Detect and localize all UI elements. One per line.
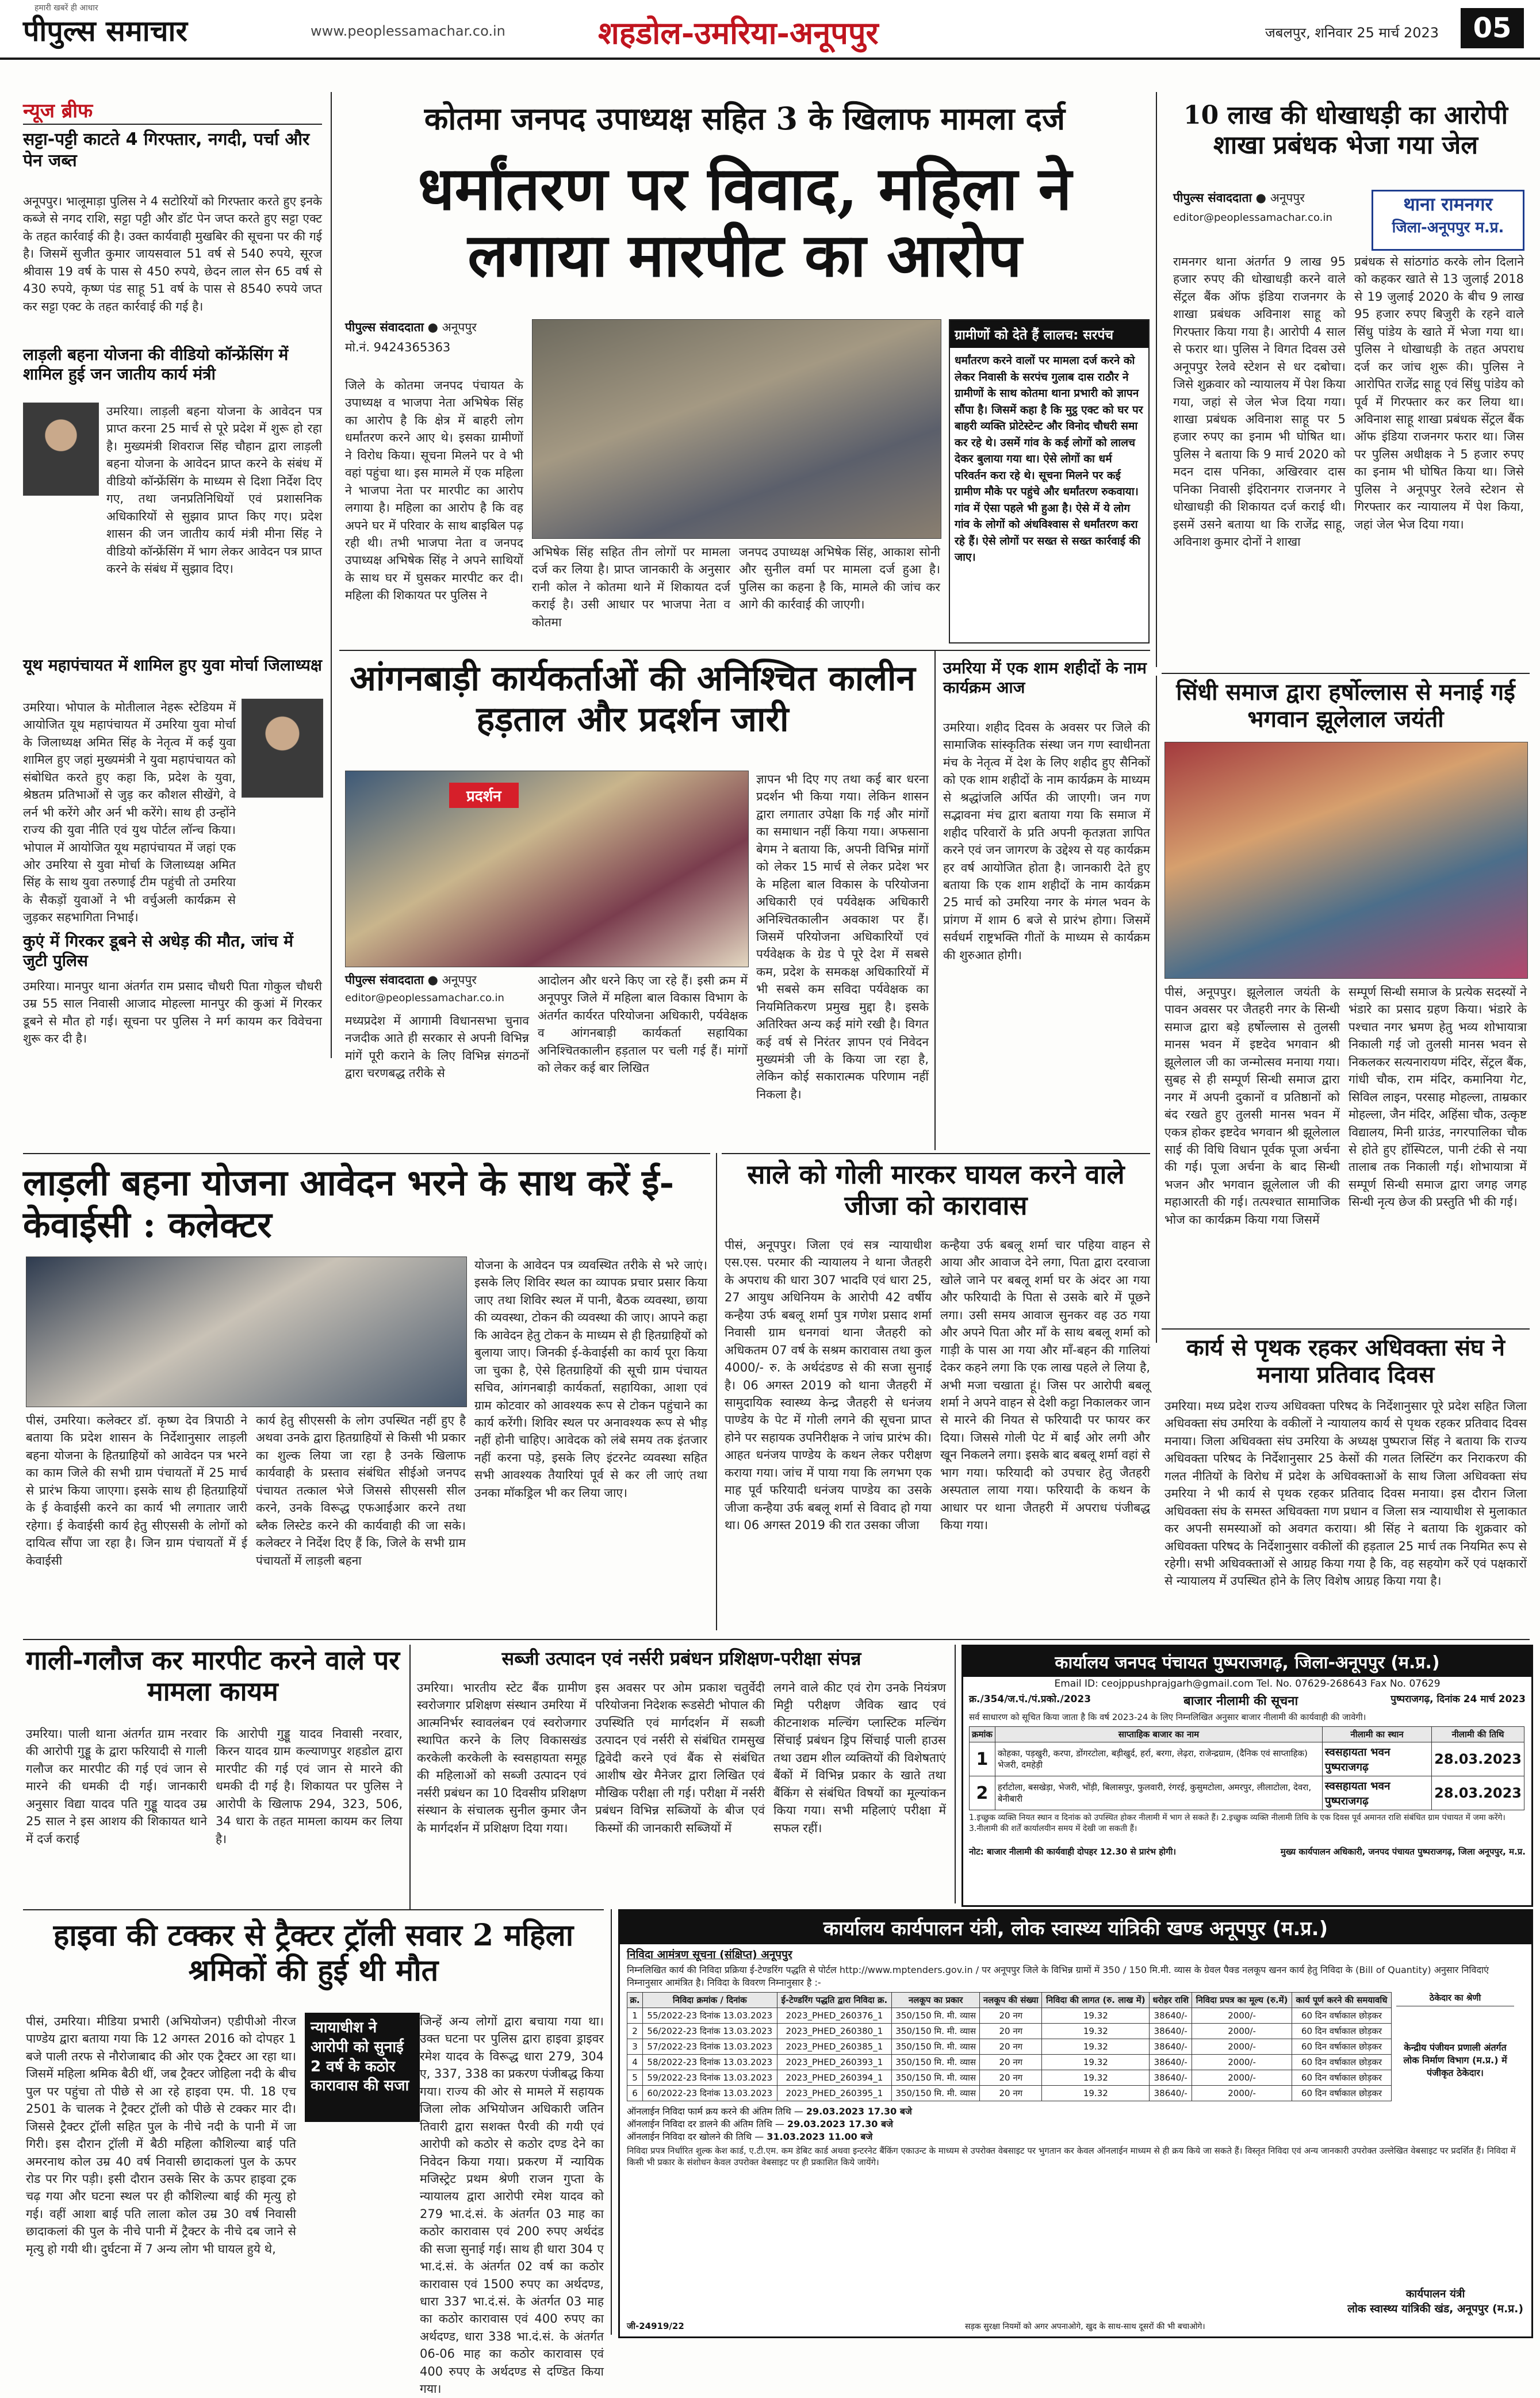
row-no: 2 [970, 1776, 995, 1810]
sindhi-body-col1: पीसं, अनूपपुर। झूलेलाल जयंती के पावन अवसर पर जैतहरी नगर के सिन्धी समाज द्वारा बड़े हर्षोल्लास से तुलसी मानस भवन में इष्टदेव भगवान श्री झूलेलाल जी का जन्मोत्सव मनाया गया। सुबह से ही सम्पूर्ण सिन्धी समाज द्वारा नगर में अपनी दुकानों व प्रतिष्ठानों को बंद रखते हुए तुलसी मानस भवन में एकत्र होकर इष्टदेव भगवान श्री झूलेलाल साई की विधि विधान पूर्वक पूजा अर्चना की गई। पूजा अर्चना के बाद सिन्धी भजन और भगवान झूलेलाल जी की महाआरती की गई। तत्पश्चात सामाजिक भोज का कार्यक्रम किया गया जिसमें [1164, 985, 1340, 1227]
contractor-class-header: ठेकेदार का श्रेणी [1396, 1992, 1514, 2006]
fraud-headline: 10 लाख की धोखाधड़ी का आरोपी शाखा प्रबंधक भेजा गया जेल [1183, 101, 1508, 160]
employees-headline: कार्य से पृथक रहकर अधिवक्ता संघ ने मनाया प्रतिवाद दिवस [1186, 1334, 1505, 1389]
auction-place: स्वसहायता भवन पुष्पराजगढ़ [1322, 1776, 1431, 1810]
auction-footer [963, 1845, 1531, 1859]
col-header: नलकूप की संख्या [980, 1993, 1042, 2008]
divider [23, 1639, 1530, 1640]
divider [722, 1153, 1150, 1154]
tender-intro: निम्नलिखित कार्य की निविदा प्रक्रिया ई-टेण्डरिंग पद्धति से पोर्टल http://www.mptenders.gov.in / पर अनूपपुर जिले के विभिन्न ग्रामों में 350 / 150 मि.मी. व्यास के ग्रेवल पैक्ड नलकूप खनन कार्य हेतु निविदा के (Bill of Quantity) अनुसार निविदाएं निम्नानुसार आमंत्रित है। निविदा के विवरण निम्नानुसार है :- [627, 1964, 1489, 1988]
cell-nit: 55/2022-23 दिनांक 13.03.2023 [643, 2008, 777, 2024]
sign-line1: थाना रामनगर [1403, 193, 1493, 215]
cell-fee: 2000/- [1192, 2086, 1292, 2101]
byline-place: अनूपपुर [1270, 191, 1305, 205]
byline-name: पीपुल्स संवाददाता [345, 320, 424, 334]
anganwadi-body-col2: ज्ञापन भी दिए गए तथा कई बार धरना प्रदर्शन भी किया गया। लेकिन शासन द्वारा लगातार उपेक्षा कि गई और मांगों का समाधान नहीं किया गया। अफसाना बेगम ने बताया कि, अपनी विभिन्न मांगों को लेकर 15 मार्च से लेकर प्रदेश भर के महिला बाल विकास के परियोजना अधिकारी एवं पर्यवेक्षक अधिकारी अनिश्चितकालीन अवकाश पर हैं। जिसमें परियोजना अधिकारियों एवं पर्यवेक्षक के ग्रेड पे पूरे देश में सबसे कम, प्रदेश के समकक्ष अधिकारियों में भी सबसे कम सविदा पर्यवेक्षक का नियमितिकरण प्रमुख मुद्दा है। इसके अतिरिक्त अन्य कई मांगे रखी है। विगत कई वर्ष से निरंतर ज्ञापन एवं निवेदन मुख्यमंत्री जी के किया जा रहा है, लेकिन कोई सकारात्मक परिणाम नहीं निकला है। [756, 772, 929, 1101]
tender-signature [1347, 2286, 1523, 2316]
tender-table [627, 1992, 1392, 2101]
cell-period: 60 दिन वर्षाकाल छोड़कर [1292, 2008, 1392, 2024]
ladli-body-col2: कार्य हेतु सीएससी के लोग उपस्थित नहीं हुए है अथवा उनके द्वारा हितग्राहियों से किसी भी प्रकार का शुल्क लिया जा रहा है उनके खिलाफ कार्यवाही के प्रस्ताव संबंधित सीईओ जनपद पंचायत तत्काल भेजे जिससे सीएससी सील करने, उनके विरूद्ध एफआईआर करने तथा ब्लैक लिस्टेड करने की कार्यवाही की जा सके। कलेक्टर ने निर्देश दिए हैं कि, जिले के सभी ग्राम पंचायतों में लाड़ली बहना [256, 1413, 466, 1568]
cell-etender: 2023_PHED_260380_1 [777, 2024, 891, 2039]
nursery-body-col1: उमरिया। भारतीय स्टेट बैंक ग्रामीण स्वरोजगार प्रशिक्षण संस्थान उमरिया में आत्मनिर्भर स्वावलंबन एवं स्वरोजगार स्थापित करने के लिए विकासखंड करकेली करकेली के स्वसहायता समूह की महिलाओं को सब्जी उत्पादन एवं नर्सरी प्रबंधन का 10 दिवसीय प्रशिक्षण संस्थान के संचालक सुनील कुमार जैन के मार्गदर्शन में प्रशिक्षण दिया गया। [417, 1681, 587, 1835]
brief-body: उमरिया। लाड़ली बहना योजना के आवेदन पत्र प्राप्त करना 25 मार्च से पूरे प्रदेश में शुरू हो रहा है। मुख्यमंत्री शिवराज सिंह चौहान द्वारा लाड़ली बहना योजना के आवेदन प्राप्त करने के संबंध में वीडियो कॉन्फ्रेंसिंग के माध्यम से दिशा निर्देश दिए गए, तथा जनप्रतिनिधियों एवं प्रशासनिक अधिकारियों से सुझाव प्राप्त किए गए। प्रदेश शासन की जन जातीय कार्य मंत्री मीना सिंह ने वीडियो कॉन्फ्रेंसिंग में भाग लेकर आवेदन पत्र प्राप्त करने के संबंध में सुझाव दिए। [106, 404, 322, 576]
sidebar-body: धर्मांतरण करने वालों पर मामला दर्ज करने को लेकर निवासी के सरपंच गुलाब दास राठौर ने ग्रामीणों के साथ कोतमा थाना प्रभारी को ज्ञापन सौंपा है। जिसमें कहा है कि मुट्ठ एक्ट को घर पर बाहरी व्यक्ति प्रोटेस्टेन्ट और विनोद चौधरी समा कर रहे थे। उसमें गांव के कई लोगों को लालच देकर बुलाया गया था। ऐसे लोगों का धर्म परिवर्तन करा रहे थे। सूचना मिलने पर कई ग्रामीण मौके पर पहुंचे और धर्मांतरण रुकवाया। गांव में ऐसा पहले भी हुआ है। ऐसे में ये लोग गांव के लोगों को अंधविश्वास से धर्मांतरण करा रहे हैं। ऐसे लोगों पर सख्त से सख्त कार्रवाई की जाए। [955, 354, 1143, 564]
sindhi-body-col2: सम्पूर्ण सिन्धी समाज के प्रत्येक सदस्यों ने भंडारे का प्रसाद ग्रहण किया। भंडारे के पश्चात नगर भ्रमण हेतु भव्य शोभायात्रा निकाली गई जो तुलसी मानस भवन से निकलकर सत्यनारायण मंदिर, सेंट्रल बैंक, गांधी चौक, राम मंदिर, कमानिया गेट, सिविल लाइन, परसाह मोहल्ला, ताम्रकार मोहल्ला, जैन मंदिर, अहिंसा चौक, उत्कृष्ट विद्यालय, मिनी ग्राउंड, नगरपालिका चौक से होते हुए हॉस्पिटल, पानी टंकी से नया तालाब तक निकाली गई। शोभायात्रा में सम्पूर्ण सिन्धी समाज द्वारा जगह जगह सिन्धी नृत्य छेज की प्रस्तुति भी की गई। [1349, 985, 1527, 1209]
divider [1162, 673, 1530, 674]
table-header-row [627, 1993, 1392, 2008]
tractor-body-col2-a [305, 2128, 420, 2335]
ladli-photo [26, 1257, 467, 1407]
police-station-sign [1372, 190, 1524, 251]
lead-body-col1: जिले के कोतमा जनपद पंचायत के उपाध्यक्ष व भाजपा नेता अभिषेक सिंह का आरोप है कि क्षेत्र में बाहरी लोग धर्मांतरण करने आए थे। इसका ग्रामीणों ने विरोध किया। सूचना मिलने पर वे भी वहां पहुंचा था। इस मामले में एक महिला ने भाजपा नेता पर मारपीट का आरोप लगाया है। महिला का आरोप है कि वह अपने घर में परिवार के साथ बाइबिल पढ़ रही थी। तभी भाजपा नेता व जनपद उपाध्यक्ष अभिषेक सिंह ने अपने साथियों के साथ घर में घुसकर मारपीट कर दी। महिला की शिकायत पर पुलिस ने [345, 378, 523, 603]
tender-dates [620, 2101, 1531, 2143]
martyrs-body: उमरिया। शहीद दिवस के अवसर पर जिले की सामाजिक सांस्कृतिक संस्था जन गण स्वाधीनता मंच के नेतृत्व में देश के लिए शहीद हुए सैनिकों को एक शाम शहीदों के नाम कार्यक्रम के माध्यम से श्रद्धांजलि अर्पित की जाएगी। जन गण सद्भावना मंच द्वारा बताया गया कि समाज में शहीद परिवारों के प्रति अपनी कृतज्ञता ज्ञापित करने एवं जन जागरण के उद्देश्य से यह कार्यक्रम हर वर्ष आयोजित होता है। जानकारी देते हुए बताया कि एक शाम शहीदों के नाम कार्यक्रम 25 मार्च को उमरिया नगर के मंगल भवन के प्रांगण में शाम 6 बजे से प्रारंभ होगा। जिसमें सर्वधर्म राष्ट्रभक्ति गीतों के माध्यम से कार्यक्रम की शुरुआत होगी। [943, 721, 1150, 962]
cell-type: 350/150 मि. मी. व्यास [892, 2070, 980, 2086]
dateline: जबलपुर, शनिवार 25 मार्च 2023 [1265, 25, 1439, 41]
lead-body-col2: अभिषेक सिंह सहित तीन लोगों पर मामला दर्ज कर लिया है। प्राप्त जानकारी के अनुसार रानी कोल ने कोतमा थाने में शिकायत दर्ज कराई है। उसी आधार पर भाजपा नेता व कोतमा [532, 545, 730, 629]
cell-fee: 2000/- [1192, 2024, 1292, 2039]
col-header: निविदा क्रमांक / दिनांक [643, 1993, 777, 2008]
auction-date: पुष्पराजगढ़, दिनांक 24 मार्च 2023 [1390, 1694, 1526, 1705]
ad-code: जी-24919/22 [627, 2321, 684, 2331]
cell-no: 3 [627, 2039, 643, 2055]
tender-subtitle: निविदा आमंत्रण सूचना (संक्षिप्त) अनूपपुर [627, 1948, 792, 1961]
column-divider [611, 1909, 612, 2335]
ladli-body-col1: पीसं, उमरिया। कलेक्टर डॉ. कृष्ण देव त्रिपाठी ने बताया कि प्रदेश शासन के निर्देशानुसार लाड़ली बहना योजना के हितग्राहियों को आवेदन पत्र भरने का काम जिले की सभी ग्राम पंचायतों में 25 मार्च से प्रारंभ किया जाएगा। इसके साथ ही हितग्राहियों के ई केवाईसी करने का कार्य भी लगातार जारी रहेगा। ई केवाईसी कार्य हेतु सीएससी के लोगों को दायित्व सौंपा जा रहा है। जिन ग्राम पंचायतों में ई केवाईसी [26, 1413, 247, 1568]
cell-nit: 59/2022-23 दिनांक 13.03.2023 [643, 2070, 777, 2086]
shooting-body-col1: पीसं, अनूपपुर। जिला एवं सत्र न्यायाधीश एस.एस. परमार की न्यायालय ने थाना जैतहरी के अपराध की धारा 307 भादवि एवं धारा 25, 27 आयुध अधिनियम के आरोपी 42 वर्षीय कन्हैया उर्फ बबलू शर्मा पुत्र गणेश प्रसाद शर्मा निवासी ग्राम धनगवां थाना जैतहरी को अधिकतम 07 वर्ष के सश्रम कारावास तथा कुल 4000/- रु. के अर्थदंडण्ड से की सजा सुनाई है। 06 अगस्त 2019 को थाना जैतहरी में सामुदायिक स्वास्थ्य केन्द्र जैतहरी से धनंजय पाण्डेय के पेट में गोली लगने की सूचना प्राप्त होने पर सहायक उपनिरीक्षक ने जांच प्रारंभ की। आहत धनंजय पाण्डेय के कथन लेकर परीक्षण कराया गया। जांच में पाया गया कि लगभग एक माह पूर्व फरियादी धनंजय पाण्डेय का उसके जीजा कन्हैया उर्फ बबलू शर्मा से विवाद हो गया था। 06 अगस्त 2019 की रात उसका जीजा [725, 1238, 932, 1532]
cell-etender: 2023_PHED_260393_1 [777, 2055, 891, 2070]
brief-headline: कुएं में गिरकर डूबने से अधेड़ की मौत, जांच में जुटी पुलिस [23, 932, 293, 971]
byline-name: पीपुल्स संवाददाता [1173, 191, 1252, 205]
road-safety-slogan: सड़क सुरक्षा नियमों को अगर अपनाओगे, खुद के साथ-साथ दूसरों की भी बचाओगे। [965, 2322, 1205, 2331]
abuse-body-col2: कि आरोपी गुड्डू यादव निवासी नरवार, किरन यादव ग्राम कल्याणपुर शहडोल द्वारा मारपीट की गई एवं जान से मारने की धमकी दी गई है। शिकायत पर पुलिस ने आरोपी के खिलाफ 294, 323, 506, 34 धारा के तहत मामला कायम कर लिया है। [216, 1727, 403, 1846]
cell-no: 1 [627, 2008, 643, 2024]
shooting-body-col2: कन्हैया उर्फ बबलू शर्मा चार पहिया वाहन से आया और आवाज देने लगा, पिता द्वारा दरवाजा खोले जाने पर बबलू शर्मा घर के अंदर आ गया और फरियादी के पिता से उसके बारे में पूछने लगा। उसी समय आवाज सुनकर वह उठ गया और अपने पिता और माँ के साथ बबलू शर्मा को गाड़ी के पास आ गया और माँ-बहन की गालियां देकर कहने लगा कि एक लाख पहले ले लिया है, अभी मजा चखाता हूं। जिस पर आरोपी बबलू शर्मा ने अपने वाहन से देशी कट्टा निकालकर जान से मारने की नियत से फरियादी पर फायर कर दिया। जिससे गोली पेट में बाईं ओर लगी और खून निकलने लगा। इसके बाद बबलू शर्मा वहां से भाग गया। फरियादी को उपचार हेतु जैतहरी अस्पताल लाया गया। फरियादी के कथन के आधार पर थाना जैतहरी में अपराध पंजीबद्ध किया गया। [940, 1238, 1150, 1532]
byline-place: अनूपपुर [442, 973, 477, 987]
auction-note: नोट: बाजार नीलामी की कार्यवाही दोपहर 12.30 से प्रारंभ होगी। [969, 1847, 1177, 1857]
col-header: साप्ताहिक बाजार का नाम [995, 1727, 1322, 1742]
cell-qty: 20 नग [980, 2070, 1042, 2086]
cell-cost: 19.32 [1042, 2008, 1150, 2024]
cell-etender: 2023_PHED_260385_1 [777, 2039, 891, 2055]
col-header: धरोहर राशि [1150, 1993, 1192, 2008]
martyrs-headline: उमरिया में एक शाम शहीदों के नाम कार्यक्रम आज [943, 658, 1147, 698]
cell-period: 60 दिन वर्षाकाल छोड़कर [1292, 2024, 1392, 2039]
cell-type: 350/150 मि. मी. व्यास [892, 2039, 980, 2055]
byline-place: अनूपपुर [442, 320, 477, 334]
date-label: ऑनलाईन निविदा दर खोलने की तिथि [627, 2131, 752, 2143]
fraud-byline: पीपुल्स संवाददाता ● अनूपपुर [1173, 191, 1305, 205]
table-row [627, 2039, 1392, 2055]
col-header: नलकूप का प्रकार [892, 1993, 980, 2008]
lead-body-col3: जनपद उपाध्यक्ष अभिषेक सिंह, आकाश सोनी और सुनील वर्मा पर मामला दर्ज हुआ है। पुलिस का कहना है कि, मामले की जांच कर आगे की कार्रवाई की जाएगी। [739, 545, 940, 612]
brief-body: उमरिया। मानपुर थाना अंतर्गत राम प्रसाद चौधरी पिता गोकुल चौधरी उम्र 55 साल निवासी आजाद मोहल्ला मानपुर की कुआं में गिरकर डूबने से मौत हो गई। सूचना पर पुलिस ने मर्ग कायम कर विवेचना शुरू कर दी है। [23, 979, 322, 1046]
editor-email[interactable]: editor@peoplessamachar.co.in [1173, 212, 1332, 224]
date-value: 31.03.2023 11.00 बजे [767, 2131, 873, 2143]
cell-etender: 2023_PHED_260395_1 [777, 2086, 891, 2101]
auction-refline [963, 1691, 1531, 1710]
auction-contact: Email ID: ceojppushprajgarh@gmail.com Tel. No. 07629-268643 Fax No. 07629 [1054, 1678, 1441, 1690]
date-label: ऑनलाईन निविदा फार्म क्रय करने की अंतिम तिथि [627, 2106, 791, 2117]
divider [23, 1153, 710, 1154]
cell-cost: 19.32 [1042, 2086, 1150, 2101]
cell-qty: 20 नग [980, 2039, 1042, 2055]
cell-type: 350/150 मि. मी. व्यास [892, 2086, 980, 2101]
sindhi-photo [1164, 742, 1528, 979]
employees-body: उमरिया। मध्य प्रदेश राज्य अधिवक्ता परिषद के निर्देशानुसार पूरे प्रदेश सहित जिला अधिवक्ता संघ उमरिया के वकीलों ने न्यायालय कार्य से पृथक रहकर प्रतिवाद दिवस मनाया। जिला अधिवक्ता संघ उमरिया के अध्यक्ष पुष्पराज सिंह ने बताया कि राज्य अधिवक्ता परिषद के निर्देशानुसार 25 केसों की गलत लिस्टिंग कर निराकरण की गलत नीतियों के विरोध में प्रदेश के अधिवक्ताओं के साथ जिला अधिवक्ता संघ उमरिया ने भी कार्य से पृथक रहकर प्रतिवाद दिवस मनाया। इस दौरान जिला अधिवक्ता संघ के समस्त अधिवक्ता गण प्रधान व जिला सत्र न्यायाधीश से मुलाकात कर अपनी समस्याओं को अवगत कराया। श्री सिंह ने बताया कि शुक्रवार को अधिवक्ता परिषद के निर्देशानुसार वकीलों की हड़ताल 25 मार्च तक नियमित रूप से रहेगी। सभी अधिवक्ताओं से आग्रह किया गया है कि, वह सहयोग करें एवं पक्षकारों से न्यायालय में उपस्थित होने के लिए विशेष आग्रह किया गया है। [1164, 1399, 1527, 1588]
tractor-body-col1: पीसं, उमरिया। मीडिया प्रभारी (अभियोजन) एडीपीओ नीरज पाण्डेय द्वारा बताया गया कि 12 अगस्त 2016 को दोपहर 1 बजे पाली तरफ से नौरोजाबाद की ओर एक ट्रैक्टर आ रहा था। जिसमें महिला श्रमिक बैठी थीं, जब ट्रैक्टर जोहिला नदी के बीच पुल पर पहुंचा तो पीछे से आ रहे हाइवा एम. पी. 18 एच 2501 के चालक ने ट्रैक्टर ट्रॉली को पीछे से टक्कर मार दी। जिससे ट्रैक्टर ट्रॉली सहित पुल के नीचे नदी के पानी में जा गिरी। इस दौरान ट्रॉली में बैठी महिला कौशिल्या बाई पति अमरनाथ कोल उम्र 40 वर्ष निवासी छादाकलां पुल के ऊपर रोड पर गिर पड़ी। इसी दौरान उसके सिर के ऊपर हाइवा ट्रक चढ़ गया और घटना स्थल पर ही कौशिल्या बाई की मृत्यु हो गई। वहीं आशा बाई पति लाला कोल उम्र 30 वर्ष निवासी छादाकलां की पुल के नीचे पानी में ट्रैक्टर के नीचे दब जाने से मृत्यु हो गयी थी। दुर्घटना में 7 अन्य लोग भी घायल हुये थे, [26, 2014, 296, 2256]
cell-etender: 2023_PHED_260394_1 [777, 2070, 891, 2086]
sign-line2: जिला-अनूपपुर म.प्र. [1392, 219, 1504, 236]
column-divider [1156, 676, 1157, 1343]
col-header: क्रमांक [970, 1727, 995, 1742]
sindhi-headline: सिंधी समाज द्वारा हर्षोल्लास से मनाई गई भगवान झूलेलाल जयंती [1176, 679, 1515, 733]
cell-nit: 57/2022-23 दिनांक 13.03.2023 [643, 2039, 777, 2055]
anganwadi-body-col1: आदोलन और धरने किए जा रहे हैं। इसी क्रम में अनूपपुर जिले में महिला बाल विकास विभाग के अंतर्गत कार्यरत परियोजना अधिकारी, पर्यवेक्षक व आंगनबाड़ी कार्यकर्ता सहायिका अनिश्चितकालीन हड़ताल पर चली गई हैं। मांगों को लेकर कई बार लिखित [538, 974, 748, 1075]
date-value: 29.03.2023 17.30 बजे [806, 2106, 912, 2117]
cell-fee: 2000/- [1192, 2039, 1292, 2055]
cell-nit: 58/2022-23 दिनांक 13.03.2023 [643, 2055, 777, 2070]
column-divider [955, 1645, 956, 1903]
auction-date-cell: 28.03.2023 [1432, 1776, 1524, 1810]
divider [23, 1909, 604, 1910]
col-header: नीलामी की तिथि [1432, 1727, 1524, 1742]
minister-photo [23, 403, 99, 496]
nursery-body-col3: लगने वाले कीट एवं रोग उनके नियंत्रण मिट्टी परीक्षण जैविक खाद एवं कीटनाशक मल्चिंग प्लास्टिक मल्चिंग सिंचाई प्रबंधन ड्रिप सिंचाई पाली हाउस तथा उद्यम शील व्यक्तियों की विशेषताएं बैंकों में विभिन्न प्रकार के खाते तथा बैंकिंग से संबंधित विषयों का मूल्यांकन किया गया। सभी महिलाएं परीक्षा में सफल रहीं। [773, 1681, 946, 1835]
market-names: हर्राटोला, बसखेड़ा, भेजरी, भोंड़ी, बिलासपुर, फुलवारी, रंगरई, कुसुमटोला, अमरपुर, लीलाटोला, देवरा, बेनीबारी [995, 1776, 1322, 1810]
newspaper-logo: पीपुल्स समाचार [23, 14, 187, 48]
sign-office: लोक स्वास्थ्य यांत्रिकी खंड, अनूपपुर (म.प्र.) [1347, 2303, 1523, 2315]
col-header: निविदा प्रपत्र का मूल्य (रु.में) [1192, 1993, 1292, 2008]
cell-qty: 20 नग [980, 2024, 1042, 2039]
anganwadi-body-left: मध्यप्रदेश में आगामी विधानसभा चुनाव नजदीक आते ही सरकार से अपनी विभिन्न मांगें पूरी कराने के लिए विभिन्न संगठनों द्वारा चरणबद्ध तरीके से [345, 1014, 529, 1081]
tractor-headline: हाइवा की टक्कर से ट्रैक्टर ट्रॉली सवार 2 महिला श्रमिकों की हुई थी मौत [53, 1918, 574, 1989]
tractor-body-col2: जिन्हें अन्य लोगों द्वारा बचाया गया था। उक्त घटना पर पुलिस द्वारा हाइवा ड्राइवर रमेश यादव के विरूद्ध धारा 279, 304 ए, 337, 338 का प्रकरण पंजीबद्ध किया गया। राज्य की ओर से मामले में सहायक जिला लोक अभियोजन अधिकारी जतिन तिवारी द्वारा सशक्त पैरवी की गयी एवं आरोपी को कठोर से कठोर दण्ड देने का निवेदन किया गया। प्रकरण में न्यायिक मजिस्ट्रेट प्रथम श्रेणी राजन गुप्ता के न्यायालय द्वारा आरोपी रमेश यादव को 279 भा.दं.सं. के अंतर्गत 03 माह का कठोर कारावास एवं 200 रुपए अर्थदंड की सजा सुनाई गई। साथ ही धारा 304 ए भा.दं.सं. के अंतर्गत 02 वर्ष का कठोर कारावास एवं 1500 रुपए का अर्थदण्ड, धारा 337 भा.दं.सं. के अंतर्गत 03 माह का कठोर कारावास एवं 400 रुपए का अर्थदण्ड, धारा 338 भा.दं.सं. के अंतर्गत 06-06 माह का कठोर कारावास एवं 400 रुपए के अर्थदण्ड से दण्डित किया गया। [420, 2014, 604, 2396]
cell-emd: 38640/- [1150, 2086, 1192, 2101]
shooting-headline: साले को गोली मारकर घायल करने वाले जीजा को कारावास [747, 1159, 1125, 1221]
anganwadi-photo [345, 771, 749, 967]
table-row [627, 2055, 1392, 2070]
table-row [970, 1776, 1524, 1810]
brief-body: उमरिया। भोपाल के मोतीलाल नेहरू स्टेडियम में आयोजित यूथ महापंचायत में उमरिया युवा मोर्चा के जिलाध्यक्ष अमित सिंह के नेतृत्व में कई युवा शामिल हुए जहां मुख्यमंत्री ने युवा महापंचायत को संबोधित करते हुए कहा कि, प्रदेश के युवा, श्रेष्ठतम प्रतिभाओं से जुड़ कर कौशल सीखेंगे, वे लर्न भी करेंगे और अर्न भी करेंगे। साथ ही उन्होंने राज्य की युवा नीति एवं युथ पोर्टल लॉन्च किया। भोपाल में आयोजित यूथ महापंचायत में जहां एक ओर उमरिया से युवा मोर्चा के जिलाध्यक्ष अमित सिंह के साथ युवा तरुणाई टीम पहुंची तो उमरिया के सैकड़ों युवाओं ने भी वर्चुअली कार्यक्रम से जुड़कर सहभागिता निभाई। [23, 700, 236, 925]
col-header: ई-टेण्डरिंग पद्धति द्वारा निविदा क्र. [777, 1993, 891, 2008]
auction-terms: 1.इच्छुक व्यक्ति नियत स्थान व दिनांक को उपस्थित होकर नीलामी में भाग ले सकते हैं। 2.इच्छुक व्यक्ति नीलामी तिथि के एक दिवस पूर्व अमानत राशि संबंधित ग्राम पंचायत में जमा करेंगे। 3.नीलामी की शर्तें कार्यालयीन समय में देखी जा सकती हैं। [969, 1813, 1505, 1834]
protest-banner: प्रदर्शन [449, 783, 519, 808]
col-header: नीलामी का स्थान [1322, 1727, 1431, 1742]
column-divider [1156, 92, 1157, 667]
divider [339, 650, 1150, 651]
nursery-headline: सब्जी उत्पादन एवं नर्सरी प्रबंधन प्रशिक्षण-परीक्षा संपन्न [501, 1648, 861, 1669]
column-divider [331, 92, 332, 1058]
website-url[interactable]: www.peoplessamachar.co.in [311, 23, 505, 39]
auction-subtitle: बाजार नीलामी की सूचना [1183, 1694, 1298, 1709]
cell-cost: 19.32 [1042, 2070, 1150, 2086]
ladli-headline: लाड़ली बहना योजना आवेदन भरने के साथ करें ई-केवाईसी : कलेक्टर [23, 1162, 675, 1246]
auction-title: कार्यालय जनपद पंचायत पुष्पराजगढ़, जिला-अनूपपुर (म.प्र.) [963, 1646, 1531, 1677]
byline-name: पीपुल्स संवाददाता [345, 973, 424, 987]
cell-nit: 56/2022-23 दिनांक 13.03.2023 [643, 2024, 777, 2039]
table-row [970, 1742, 1524, 1776]
tender-date-row: ऑनलाईन निविदा फार्म क्रय करने की अंतिम तिथि — 29.03.2023 17.30 बजे [627, 2106, 912, 2117]
cell-no: 5 [627, 2070, 643, 2086]
tender-terms: निविदा प्रपत्र निर्धारित शुल्क केश कार्ड, ए.टी.एम. कम डेबिट कार्ड अथवा इन्टरनेट बैंकिंग एकाउन्ट के माध्यम से उपरोक्त वेबसाइट पर भुगतान कर केवल ऑनलाईन माध्यम से ही क्रय किये जा सकते हैं। विस्तृत निविदा एवं अन्य जानकारी उपरोक्त उल्लेखित वेबसाइट पर प्रदर्शित हैं। निविदा में किसी भी प्रकार के संशोधन केवल उपरोक्त वेबसाइट पर ही प्रकाशित किये जायेंगे। [627, 2146, 1516, 2168]
cell-no: 4 [627, 2055, 643, 2070]
tender-notice [618, 1909, 1533, 2338]
date-value: 29.03.2023 17.30 बजे [787, 2119, 893, 2130]
cell-period: 60 दिन वर्षाकाल छोड़कर [1292, 2086, 1392, 2101]
anganwadi-headline: आंगनबाड़ी कार्यकर्ताओं की अनिश्चित कालीन हड़ताल और प्रदर्शन जारी [350, 658, 915, 740]
region-title: शहडोल-उमरिया-अनूपपुर [598, 14, 879, 51]
editor-email[interactable]: editor@peoplessamachar.co.in [345, 992, 504, 1004]
fraud-body-col2: प्रबंधक से सांठगांठ करके लोन दिलाने को कहकर खाते से 13 जुलाई 2018 से 19 जुलाई 2020 के बीच 9 लाख 95 हजार रुपए बिजुरी के रहने वाले सिंधु पांडेय के खाते में भेजा गया था। पुलिस ने धोखाधड़ी के तहत अपराध दर्ज कर जांच शुरू की। पुलिस ने आरोपित राजेंद्र साहू एवं सिंधु पांडेय को पूर्व में गिरफ्तार कर कर लिया था। अविनाश साहू शाखा प्रबंधक सेंट्रल बैंक ऑफ इंडिया राजनगर फरार था। जिस पर पुलिस अधीक्षक ने 5 हजार रुपए का इनाम भी घोषित किया था। जिसे पुलिस ने अनूपपुर रेलवे स्टेशन से गिरफ्तार कर न्यायालय में पेश किया, जहां जेल भेज दिया गया। [1354, 255, 1524, 531]
contractor-class-box [1392, 1992, 1514, 2101]
cell-fee: 2000/- [1192, 2055, 1292, 2070]
table-row [627, 2070, 1392, 2086]
cell-emd: 38640/- [1150, 2008, 1192, 2024]
divider [23, 124, 322, 125]
column-divider [716, 1153, 717, 1630]
tender-title: कार्यालय कार्यपालन यंत्री, लोक स्वास्थ्य यांत्रिकी खण्ड अनूपपुर (म.प्र.) [620, 1911, 1531, 1944]
table-row [627, 2086, 1392, 2101]
brief-headline: लाड़ली बहना योजना की वीडियो कॉन्फ्रेंसिंग में शामिल हुई जन जातीय कार्य मंत्री [23, 345, 289, 384]
lead-kicker: कोतमा जनपद उपाध्यक्ष सहित 3 के खिलाफ मामला दर्ज [424, 100, 1066, 137]
col-header: क्र. [627, 1993, 643, 2008]
cell-etender: 2023_PHED_260376_1 [777, 2008, 891, 2024]
cell-cost: 19.32 [1042, 2055, 1150, 2070]
cell-qty: 20 नग [980, 2008, 1042, 2024]
table-row [627, 2008, 1392, 2024]
anganwadi-byline: पीपुल्स संवाददाता ● अनूपपुर [345, 973, 477, 987]
reporter-mobile: मो.नं. 9424365363 [345, 340, 451, 354]
table-row [627, 2024, 1392, 2039]
abuse-body-col1: उमरिया। पाली थाना अंतर्गत ग्राम नरवार की आरोपी गुड्डू के द्वारा फरियादी से गाली गलौज कर मारपीट की गई एवं जान से मारने की धमकी दी गई। जानकारी अनुसार विद्या यादव पति गुड्डू यादव उम्र 25 साल ने इस आशय की शिकायत थाने में दर्ज कराई [26, 1727, 207, 1846]
cell-period: 60 दिन वर्षाकाल छोड़कर [1292, 2039, 1392, 2055]
auction-sign: मुख्य कार्यपालन अधिकारी, जनपद पंचायत पुष्पराजगढ़, जिला अनूपपुर, म.प्र. [1280, 1847, 1526, 1857]
tractor-pullquote: न्यायाधीश ने आरोपी को सुनाई 2 वर्ष के कठोर कारावास की सजा [305, 2013, 420, 2122]
cell-no: 6 [627, 2086, 643, 2101]
cell-cost: 19.32 [1042, 2024, 1150, 2039]
auction-intro: सर्व साधारण को सूचित किया जाता है कि वर्ष 2023-24 के लिए निम्नलिखित अनुसार बाजार नीलामी की कार्यवाही की जावेगी। [969, 1712, 1366, 1722]
tender-table-area [620, 1989, 1531, 2101]
auction-notice [961, 1645, 1533, 1907]
cell-type: 350/150 मि. मी. व्यास [892, 2008, 980, 2024]
col-header: कार्य पूर्ण करने की समयावधि [1292, 1993, 1392, 2008]
youth-leader-photo [242, 699, 323, 798]
page-number: 05 [1461, 8, 1524, 48]
lead-sidebar [949, 319, 1150, 643]
row-no: 1 [970, 1742, 995, 1776]
fraud-body-col1: रामनगर थाना अंतर्गत 9 लाख 95 हजार रुपए की धोखाधड़ी करने वाले सेंट्रल बैंक ऑफ इंडिया राजनगर के शाखा प्रबंधक अविनाश साहू को गिरफ्तार किया गया है। आरोपी 4 साल से फरार था। पुलिस ने विगत दिवस उसे अनूपपुर रेलवे स्टेशन से धर दबोचा। जिसे शुक्रवार को न्यायालय में पेश किया गया, जहां से जेल भेज दिया गया। शाखा प्रबंधक अविनाश साहू पर 5 हजार रुपए का इनाम भी घोषित था। पुलिस ने बताया कि 9 मार्च 2020 को मदन दास पनिका, अखिरवार दास पनिका निवासी इंदिरानगर राजनगर ने धोखाधड़ी की शिकायत दर्ज कराई थी। इसमें उसने बताया था कि राजेंद्र साहू, अविनाश कुमार दोनों ने शाखा [1173, 255, 1346, 549]
cell-type: 350/150 मि. मी. व्यास [892, 2024, 980, 2039]
tender-date-row: ऑनलाईन निविदा दर खोलने की तिथि — 31.03.2023 11.00 बजे [627, 2131, 873, 2143]
table-header-row [970, 1727, 1524, 1742]
cell-qty: 20 नग [980, 2086, 1042, 2101]
brief-label: न्यूज ब्रीफ [23, 99, 93, 122]
cell-cost: 19.32 [1042, 2039, 1150, 2055]
auction-table [969, 1726, 1524, 1810]
logo-tagline: हमारी खबरें ही आधार [35, 3, 98, 13]
cell-fee: 2000/- [1192, 2070, 1292, 2086]
cell-emd: 38640/- [1150, 2055, 1192, 2070]
cell-nit: 60/2022-23 दिनांक 13.03.2023 [643, 2086, 777, 2101]
contractor-class: केन्द्रीय पंजीयन प्रणाली अंतर्गत लोक निर्माण विभाग (म.प्र.) में पंजीकृत ठेकेदार। [1403, 2042, 1507, 2079]
cell-emd: 38640/- [1150, 2024, 1192, 2039]
abuse-headline: गाली-गलौज कर मारपीट करने वाले पर मामला कायम [25, 1645, 400, 1707]
lead-byline: पीपुल्स संवाददाता ● अनूपपुर [345, 320, 477, 334]
sign-title: कार्यपालन यंत्री [1405, 2288, 1465, 2300]
auction-date-cell: 28.03.2023 [1432, 1742, 1524, 1776]
cell-emd: 38640/- [1150, 2039, 1192, 2055]
auction-ref: क्र./354/ज.पं./पं.प्रको./2023 [969, 1694, 1091, 1705]
column-divider [934, 650, 936, 1150]
date-label: ऑनलाईन निविदा दर डालने की अंतिम तिथि [627, 2119, 772, 2130]
cell-period: 60 दिन वर्षाकाल छोड़कर [1292, 2055, 1392, 2070]
sidebar-title: ग्रामीणों को देते हैं लालच: सरपंच [950, 320, 1148, 348]
divider [1162, 1328, 1530, 1330]
brief-headline: यूथ महापंचायत में शामिल हुए युवा मोर्चा जिलाध्यक्ष [23, 656, 322, 675]
column-divider [409, 1645, 411, 1909]
cell-period: 60 दिन वर्षाकाल छोड़कर [1292, 2070, 1392, 2086]
lead-headline: धर्मांतरण पर विवाद, महिला ने लगाया मारपीट का आरोप [417, 153, 1072, 291]
cell-emd: 38640/- [1150, 2070, 1192, 2086]
cell-no: 2 [627, 2024, 643, 2039]
cell-qty: 20 नग [980, 2055, 1042, 2070]
brief-headline: सट्टा-पट्टी काटते 4 गिरफ्तार, नगदी, पर्चा और पेन जब्त [23, 129, 310, 171]
lead-photo [532, 319, 941, 539]
brief-body: अनूपपुर। भालूमाड़ा पुलिस ने 4 सटोरियों को गिरफ्तार करते हुए इनके कब्जे से नगद राशि, सट्टा पट्टी और डॉट पेन जप्त करते हुए सट्टा एक्ट के तहत कार्रवाई की है। उक्त कार्यवाही मुखबिर की सूचना पर की गई है। जिसमें सुजीत कुमार जायसवाल 51 वर्ष से 540 रुपये, सूरज श्रीवास 19 वर्ष के पास से 450 रुपये, छेदन लाल सेन 65 वर्ष से 430 रुपये, कृष्ण पंड साहू 51 वर्ष के पास से 8540 रुपये जप्त कर सट्टा एक्ट के तहत कार्रवाई की गई है। [23, 194, 322, 313]
auction-place: स्वसहायता भवन पुष्पराजगढ़ [1322, 1742, 1431, 1776]
cell-type: 350/150 मि. मी. व्यास [892, 2055, 980, 2070]
market-names: कोहका, पड़खुरी, करपा, डोंगरटोला, बड़ीखुर्द, हर्रा, बरगा, लेढ़रा, राजेन्द्रग्राम, (दैनिक एवं साप्ताहिक) भेजरी, दमहेड़ी [995, 1742, 1322, 1776]
nursery-body-col2: इस अवसर पर ओम प्रकाश चतुर्वेदी परियोजना निदेशक रूडसेटी भोपाल की उपस्थिति एवं मार्गदर्शन में सब्जी उत्पादन एवं नर्सरी से संबंधित रामसुख द्विवेदी करने एवं बैंक से संबंधित आशीष खेर मैनेजर द्वारा लिखित एवं मौखिक परीक्षा ली गई। परीक्षा में नर्सरी प्रबंधन विभिन्न सब्जियों के बीज एवं किस्मों की जानकारी सब्जियों में [595, 1681, 765, 1835]
cell-fee: 2000/- [1192, 2008, 1292, 2024]
col-header: निविदा की लागत (रु. लाख में) [1042, 1993, 1150, 2008]
ladli-body-col3: योजना के आवेदन पत्र व्यवस्थित तरीके से भरे जाएं। इसके लिए शिविर स्थल का व्यापक प्रचार प्रसार किया जाए तथा शिविर स्थल में पानी, बैठक व्यवस्था, छाया की व्यवस्था, टोकन की व्यवस्था की जाए। आपने कहा कि आवेदन हेतु टोकन के माध्यम से ही हितग्राहियों को बुलाया जाए। जिनकी ई-केवाईसी का कार्य पूरा किया जा चुका है, ऐसे हितग्राहियों की सूची ग्राम पंचायत सचिव, आंगनबाड़ी कार्यकर्ता, सहायिका, आशा एवं ग्राम कोटवार को आवश्यक रूप से टोकन पहुंचाने का कार्य करेंगी। शिविर स्थल पर अनावश्यक रूप से भीड़ नहीं होनी चाहिए। आवेदक को लंबे समय तक इंतजार नहीं करना पड़े, इसके लिए इंटरनेट व्यवस्था सहित सभी आवश्यक तैयारियां पूर्व से कर ली जाएं तथा उनका मॉकड्रिल भी कर लिया जाए। [474, 1258, 707, 1500]
tender-date-row: ऑनलाईन निविदा दर डालने की अंतिम तिथि — 29.03.2023 17.30 बजे [627, 2119, 893, 2130]
